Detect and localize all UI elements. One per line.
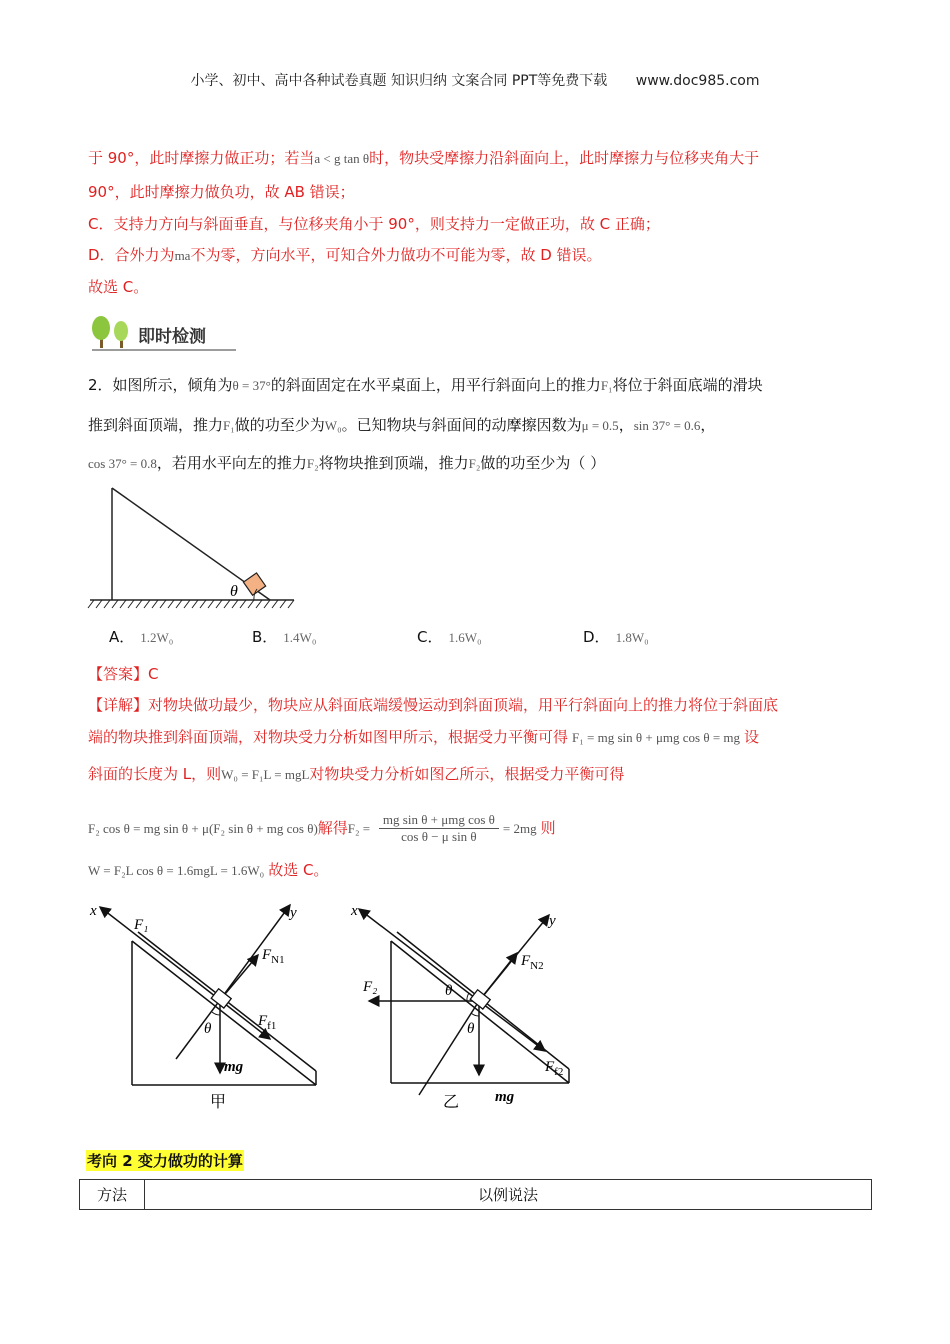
option-d[interactable]: D． 1.8W₀ <box>583 628 649 646</box>
prev-line-2: 90°，此时摩擦力做负功，故 AB 错误； <box>88 183 355 201</box>
jia-mg-label: mg <box>224 1059 244 1075</box>
question-line-2: 推到斜面顶端，推力F₁做的功至少为W₀。已知物块与斜面间的动摩擦因数为μ = 0.5，sin 37° = 0.6， <box>88 416 716 434</box>
kaoxiang-title: 考向 2 变力做功的计算 <box>87 1152 243 1170</box>
page-header <box>0 70 950 90</box>
header-site[interactable]: www.doc985.com <box>635 73 760 89</box>
jia-x-label: x <box>90 903 97 919</box>
question-line-3: cos 37° = 0.8，若用水平向左的推力F₂将物块推到顶端，推力F₂做的功至少为（ ） <box>88 454 606 472</box>
option-b[interactable]: B． 1.4W₀ <box>252 628 317 646</box>
incline-figure <box>86 482 300 612</box>
explain-line-3: 斜面的长度为 L，则W₀ = F₁L = mgL对物块受力分析如图乙所示，根据受力平衡可得 <box>88 765 625 783</box>
explain-line-2: 端的物块推到斜面顶端，对物块受力分析如图甲所示，根据受力平衡可得 F₁ = mg sin θ + μmg cos θ = mg 设 <box>88 728 760 746</box>
prev-line-4: D．合外力为ma不为零，方向水平，可知合外力做功不可能为零，故 D 错误。 <box>88 246 602 264</box>
header-text: 小学、初中、高中各种试卷真题 知识归纳 文案合同 PPT等免费下载 <box>190 73 608 89</box>
figure-yi <box>345 895 585 1115</box>
jia-fn-label: $F_{N1}$ <box>262 947 285 966</box>
explain-line-4: F₂ cos θ = mg sin θ + μ(F₂ sin θ + mg cos θ)解得F₂ = mg sin θ + μmg cos θ cos θ − μ sin θ = 2mg 则 <box>88 812 556 844</box>
fraction: mg sin θ + μmg cos θ cos θ − μ sin θ <box>379 812 499 845</box>
jia-ff-label: $F_{f1}$ <box>258 1013 277 1032</box>
yi-x-label: x <box>351 903 358 919</box>
yi-ff-label: $F_{f2}$ <box>545 1059 564 1078</box>
prev-line-3: C．支持力方向与斜面垂直，与位移夹角小于 90°，则支持力一定做正功，故 C 正确； <box>88 215 660 233</box>
yi-mg-label: mg <box>495 1089 515 1105</box>
prev-line-5: 故选 C。 <box>88 278 149 296</box>
yi-theta2-label: θ <box>467 1021 475 1037</box>
yi-caption: 乙 <box>443 1094 460 1111</box>
option-c[interactable]: C． 1.6W₀ <box>417 628 482 646</box>
yi-fn-label: $F_{N2}$ <box>521 953 544 972</box>
prev-line-1: 于 90°，此时摩擦力做正功；若当a < g tan θ时，物块受摩擦力沿斜面向上，此时摩擦力与位移夹角大于 <box>88 149 760 167</box>
incline-theta-label: θ <box>230 583 238 600</box>
table-header-method: 方法 <box>80 1180 145 1210</box>
explain-line-5: W = F₂L cos θ = 1.6mgL = 1.6W₀ 故选 C。 <box>88 861 329 879</box>
jia-caption: 甲 <box>210 1094 227 1111</box>
table-row <box>80 1180 872 1210</box>
option-a[interactable]: A． 1.2W₀ <box>109 628 174 646</box>
method-table <box>79 1179 872 1210</box>
yi-theta1-label: θ <box>445 983 453 999</box>
explain-line-1: 【详解】对物块做功最少，物块应从斜面底端缓慢运动到斜面顶端，用平行斜面向上的推力将位于斜面底 <box>88 696 779 714</box>
figure-jia <box>80 895 330 1115</box>
answer-line: 【答案】C <box>88 665 159 683</box>
jia-theta-label: θ <box>204 1021 212 1037</box>
section-banner <box>88 312 236 354</box>
jia-f1-label: F₁ <box>134 917 149 933</box>
section-title: 即时检测 <box>138 327 206 347</box>
yi-y-label: y <box>549 913 556 929</box>
question-line-1: 2．如图所示，倾角为θ = 37°的斜面固定在水平桌面上，用平行斜面向上的推力F₁将位于斜面底端的滑块 <box>88 376 763 394</box>
table-header-example: 以例说法 <box>145 1180 872 1210</box>
yi-f2-label: F₂ <box>363 979 378 995</box>
jia-y-label: y <box>290 905 297 921</box>
